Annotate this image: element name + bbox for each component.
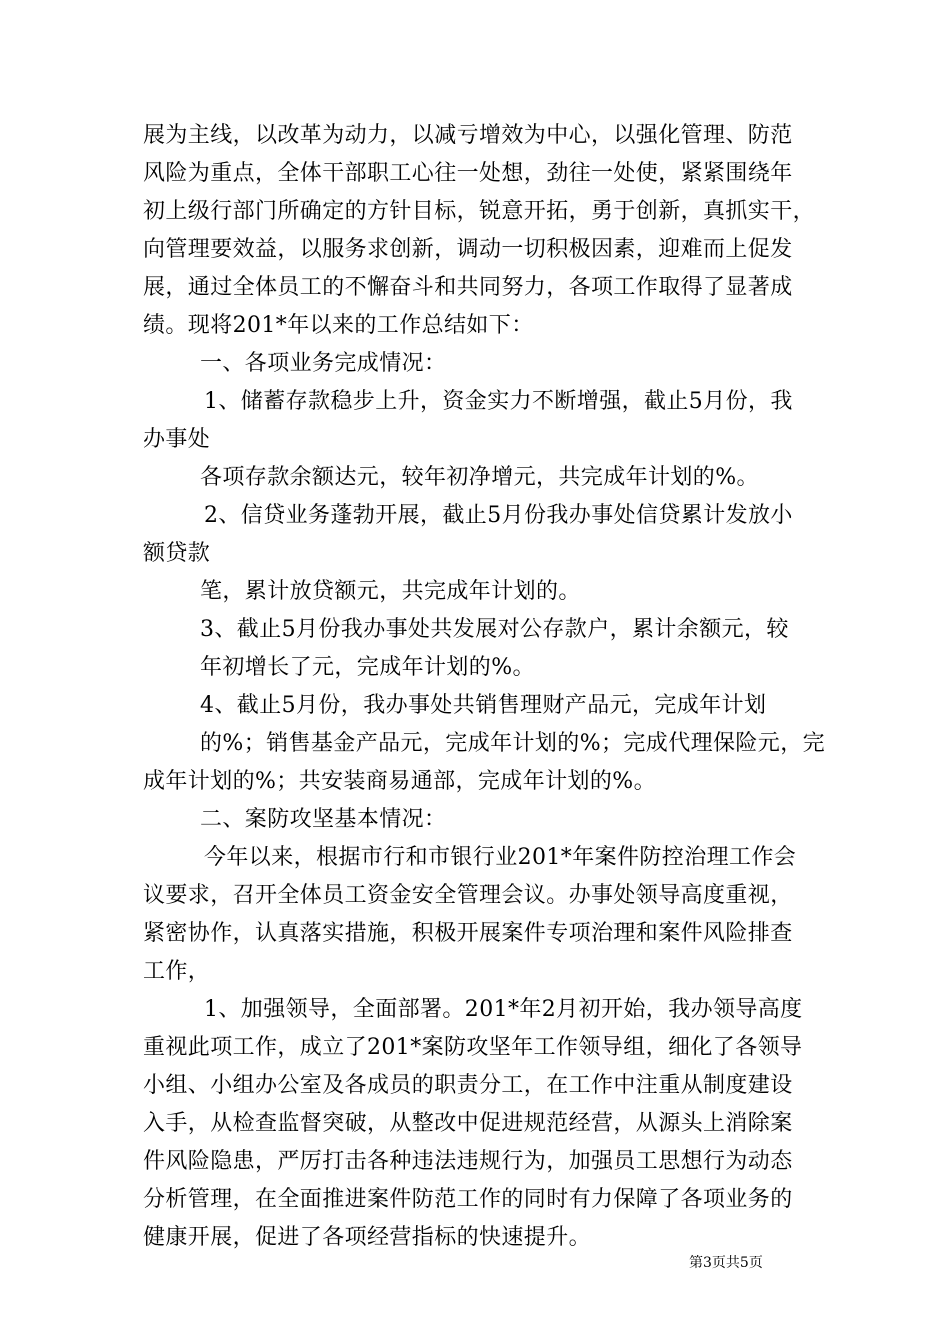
- body-line: 今年以来，根据市行和市银行业201*年案件防控治理工作会: [204, 845, 797, 870]
- body-line: 分析管理，在全面推进案件防范工作的同时有力保障了各项业务的: [143, 1187, 793, 1212]
- body-line: 的%；销售基金产品元，完成年计划的%；完成代理保险元，完: [200, 731, 826, 756]
- body-line: 小组、小组办公室及各成员的职责分工，在工作中注重从制度建设: [143, 1073, 793, 1098]
- body-line: 工作，: [143, 959, 211, 984]
- body-line: 风险为重点，全体干部职工心往一处想，劲往一处使，紧紧围绕年: [143, 161, 793, 186]
- body-line: 成年计划的%；共安装商易通部，完成年计划的%。: [143, 769, 657, 794]
- body-line: 件风险隐患，严厉打击各种违法违规行为，加强员工思想行为动态: [143, 1149, 793, 1174]
- body-line: 额贷款: [143, 541, 211, 566]
- body-line: 绩。现将201*年以来的工作总结如下：: [143, 313, 534, 338]
- body-line: 年初增长了元，完成年计划的%。: [200, 655, 535, 680]
- list-item: 2、信贷业务蓬勃开展，截止5月份我办事处信贷累计发放小: [204, 503, 793, 528]
- section-heading: 一、各项业务完成情况：: [200, 351, 447, 376]
- body-line: 展，通过全体员工的不懈奋斗和共同努力，各项工作取得了显著成: [143, 275, 793, 300]
- body-line: 笔，累计放贷额元，共完成年计划的。: [200, 579, 581, 604]
- body-line: 紧密协作，认真落实措施，积极开展案件专项治理和案件风险排查: [143, 921, 793, 946]
- page-number: 第3页共5页: [689, 1255, 763, 1271]
- body-line: 议要求，召开全体员工资金安全管理会议。办事处领导高度重视，: [143, 883, 793, 908]
- body-line: 健康开展，促进了各项经营指标的快速提升。: [143, 1225, 592, 1250]
- list-item: 1、储蓄存款稳步上升，资金实力不断增强，截止5月份，我: [204, 389, 793, 414]
- body-line: 入手，从检查监督突破，从整改中促进规范经营，从源头上消除案: [143, 1111, 793, 1136]
- section-heading: 二、案防攻坚基本情况：: [200, 807, 447, 832]
- body-line: 展为主线，以改革为动力，以减亏增效为中心，以强化管理、防范: [143, 123, 793, 148]
- body-line: 办事处: [143, 427, 211, 452]
- body-line: 重视此项工作，成立了201*案防攻坚年工作领导组，细化了各领导: [143, 1035, 803, 1060]
- list-item: 4、截止5月份，我办事处共销售理财产品元，完成年计划: [200, 693, 767, 718]
- body-line: 初上级行部门所确定的方针目标，锐意开拓，勇于创新，真抓实干，: [143, 199, 816, 224]
- list-item: 3、截止5月份我办事处共发展对公存款户，累计余额元，较: [200, 617, 789, 642]
- list-item: 1、加强领导，全面部署。201*年2月初开始，我办领导高度: [204, 997, 803, 1022]
- body-line: 各项存款余额达元，较年初净增元，共完成年计划的%。: [200, 465, 759, 490]
- body-line: 向管理要效益，以服务求创新，调动一切积极因素，迎难而上促发: [143, 237, 793, 262]
